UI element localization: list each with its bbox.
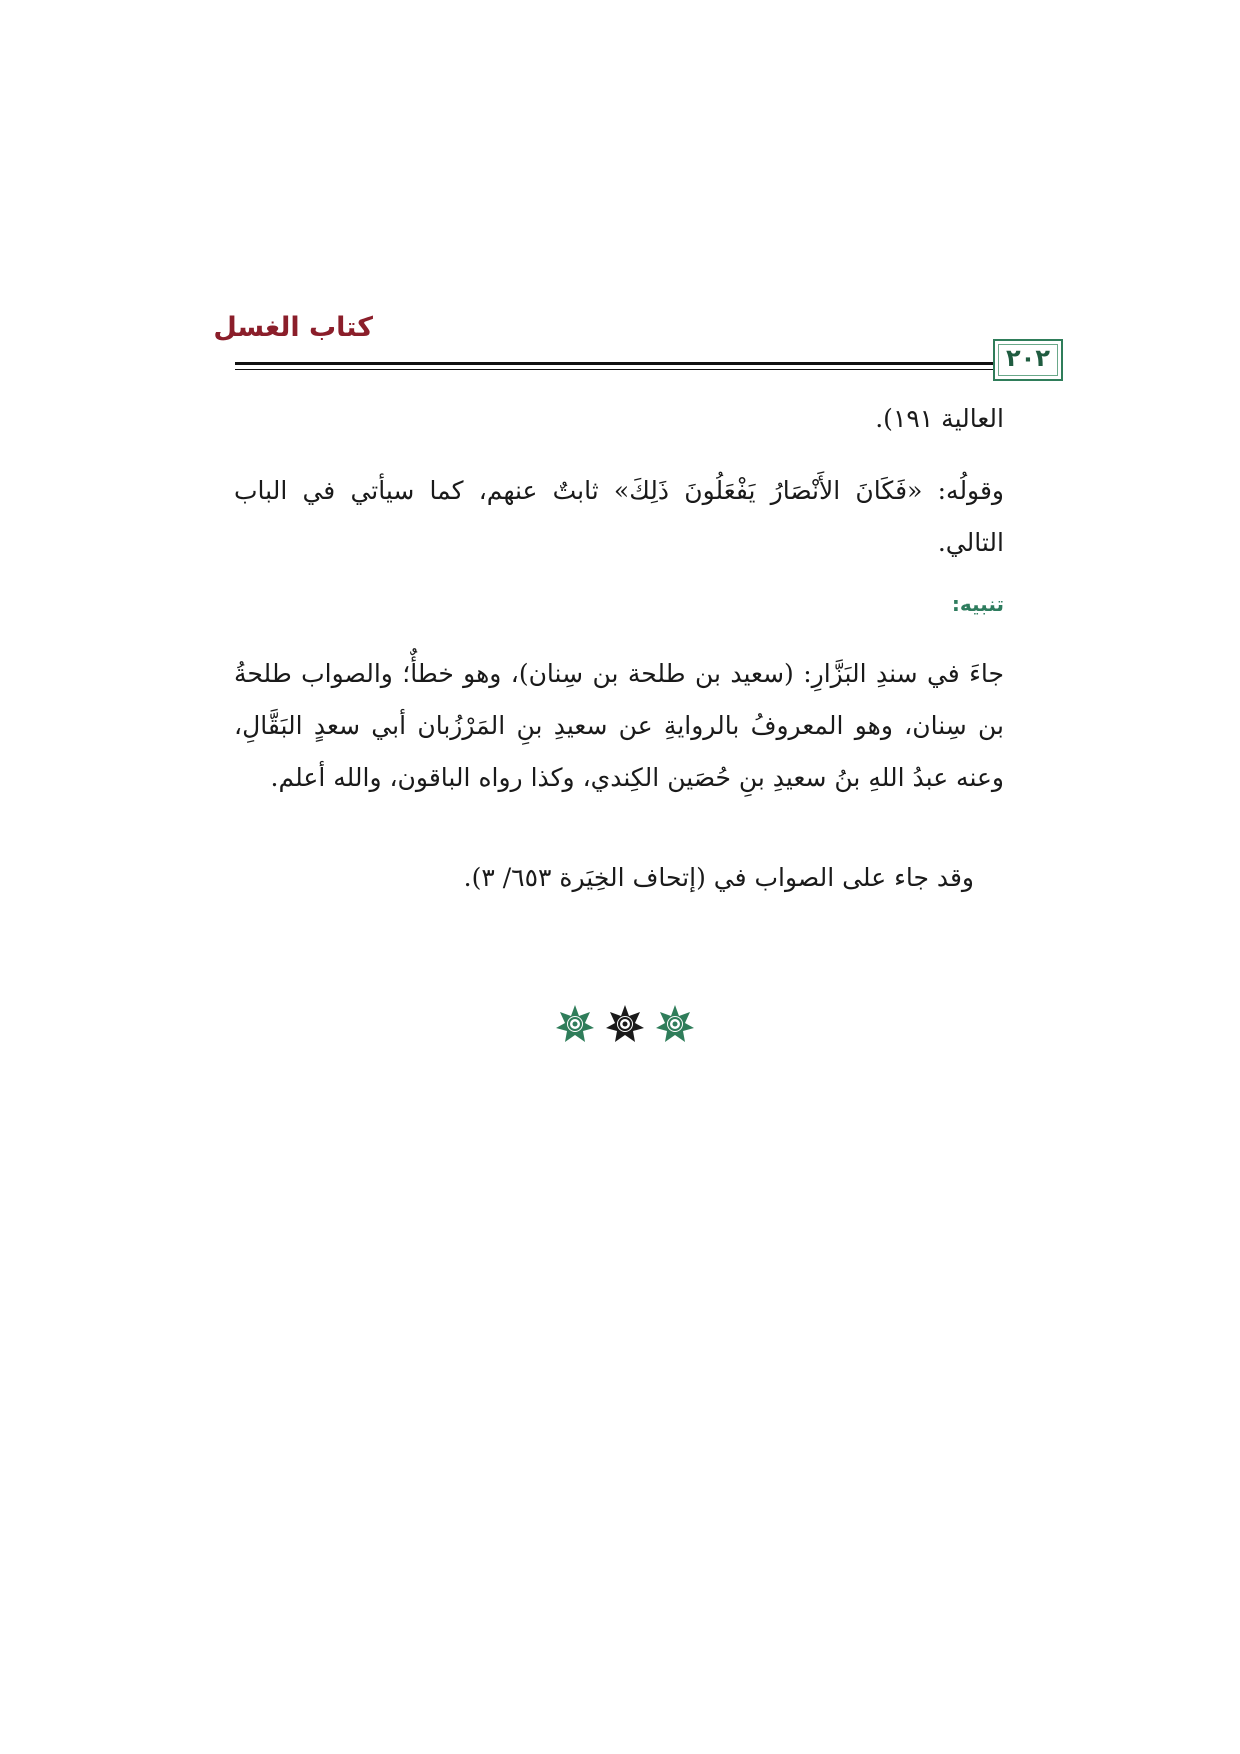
page-number-badge bbox=[993, 339, 1063, 381]
continued-line: العالية ١٩١). bbox=[875, 404, 1004, 433]
header-rule-thick bbox=[235, 362, 993, 365]
paragraph-reference: وقد جاء على الصواب في (إتحاف الخِيَرة ٦٥٣/ ٣). bbox=[463, 863, 974, 892]
paragraph-quote: وقولُه: «فَكَانَ الأَنْصَارُ يَفْعَلُونَ ذَلِكَ» ثابتٌ عنهم، كما سيأتي في الباب التالي. bbox=[234, 476, 1004, 557]
ornament-star-icon bbox=[655, 1004, 695, 1044]
ornament-star-icon bbox=[605, 1004, 645, 1044]
page-number: ٢٠٢ bbox=[1006, 344, 1050, 372]
section-end-ornaments bbox=[555, 1004, 695, 1048]
note-heading: تنبيه: bbox=[951, 592, 1004, 616]
chapter-title: كتاب الغسل bbox=[213, 312, 373, 343]
header-rule-thin bbox=[235, 369, 993, 370]
ornament-star-icon bbox=[555, 1004, 595, 1044]
paragraph-note: جاءَ في سندِ البَزَّارِ: (سعيد بن طلحة بن سِنان)، وهو خطأٌ؛ والصواب طلحةُ بن سِنان، وهو المعروفُ بالروايةِ عن سعيدِ بنِ المَرْزُبان أبي سعدٍ البَقَّالِ، وعنه عبدُ اللهِ بنُ سعيدِ بنِ حُصَين الكِندي، وكذا رواه الباقون، والله أعلم. bbox=[234, 659, 1004, 792]
